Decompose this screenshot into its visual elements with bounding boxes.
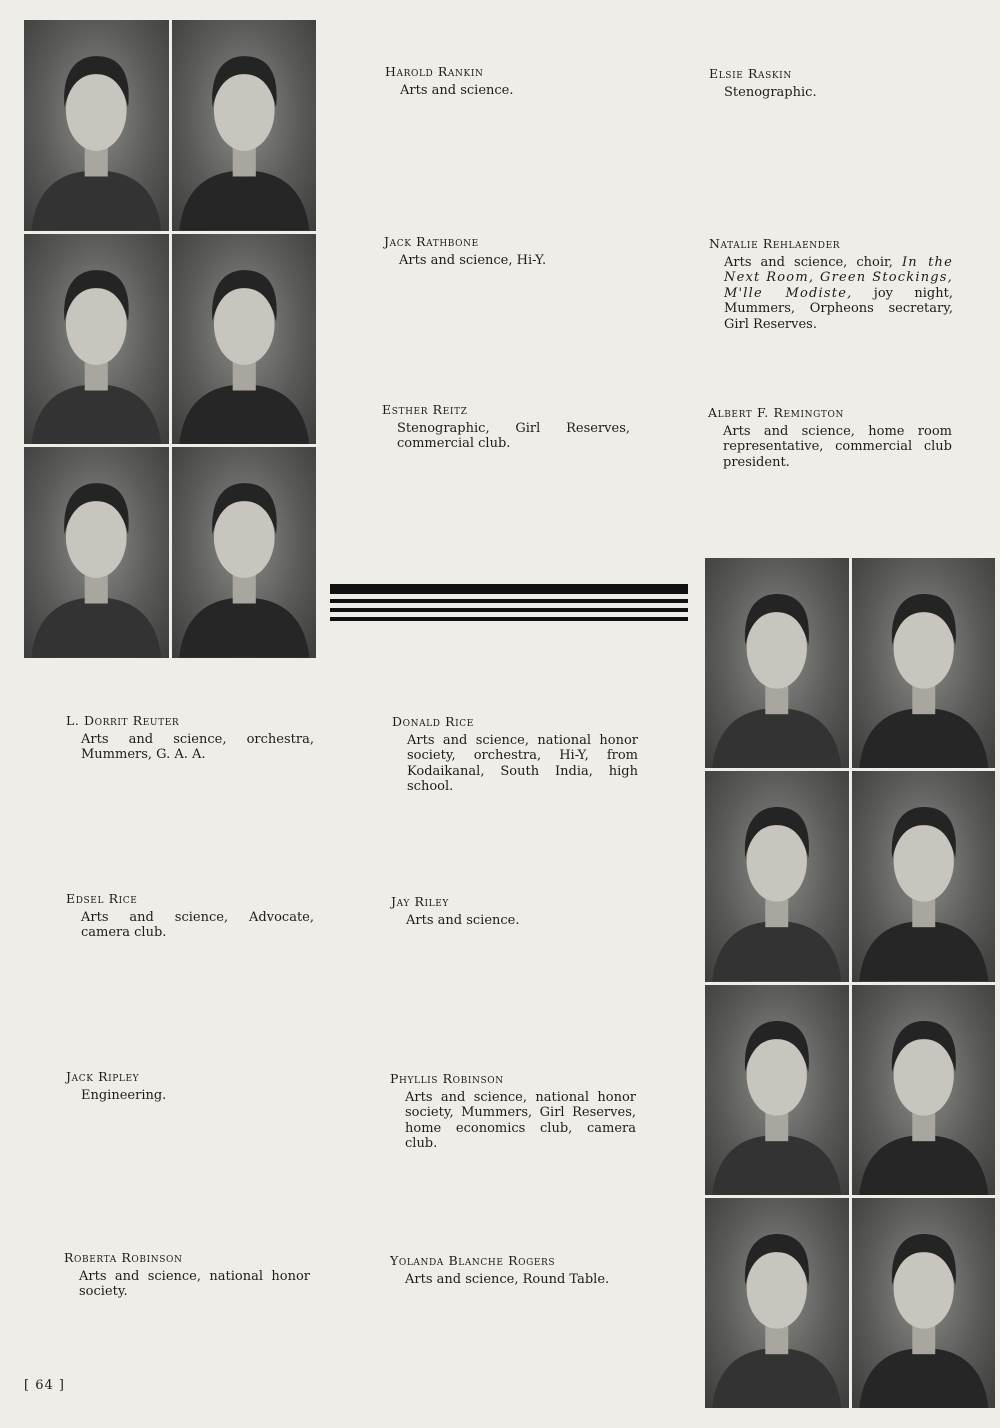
student-activities: Arts and science. (400, 82, 514, 98)
student-name: Phyllis Robinson (390, 1071, 504, 1086)
portrait-silhouette (705, 558, 849, 768)
portrait-silhouette (852, 771, 996, 981)
student-name: Harold Rankin (385, 64, 484, 79)
portrait-photo-donald-rice (852, 558, 996, 768)
student-name: Albert F. Remington (708, 405, 844, 420)
entry-yolanda-rogers (390, 1253, 636, 1287)
photo-grid-top-left (24, 20, 316, 658)
student-name: Esther Reitz (382, 402, 468, 417)
portrait-silhouette (852, 985, 996, 1195)
portrait-photo-edsel-rice (705, 771, 849, 981)
entry-phyllis-robinson (390, 1071, 636, 1152)
entry-natalie-rehlaender (709, 236, 953, 332)
entry-albert-remington (708, 405, 952, 470)
portrait-photo-jack-ripley (705, 985, 849, 1195)
page-number: [ 64 ] (24, 1378, 65, 1393)
entry-dorrit-reuter (66, 713, 314, 763)
portrait-silhouette (172, 447, 317, 658)
entry-esther-reitz (382, 402, 630, 452)
student-activities: Stenographic. (724, 84, 817, 100)
student-name: L. Dorrit Reuter (66, 713, 180, 728)
student-name: Natalie Rehlaender (709, 236, 841, 251)
portrait-silhouette (24, 20, 169, 231)
student-name: Jack Ripley (66, 1069, 140, 1084)
student-activities: Arts and science. (406, 912, 520, 928)
portrait-silhouette (705, 1198, 849, 1408)
student-name: Roberta Robinson (64, 1250, 183, 1265)
portrait-silhouette (705, 985, 849, 1195)
portrait-photo-albert-remington (172, 447, 317, 658)
portrait-photo-esther-reitz (24, 447, 169, 658)
student-activities: Arts and science, Hi-Y. (399, 252, 547, 268)
entry-harold-rankin (385, 64, 635, 98)
portrait-silhouette (852, 558, 996, 768)
student-activities: Arts and science, national honor society, orchestra, Hi-Y, from Kodaikanal, South India, high school. (407, 732, 638, 794)
student-activities: Arts and science, Round Table. (405, 1271, 610, 1287)
entry-jay-riley (391, 894, 637, 928)
entry-elsie-raskin (709, 66, 954, 100)
student-name: Elsie Raskin (709, 66, 792, 81)
student-activities: Arts and science, orchestra, Mummers, G. A. A. (81, 731, 314, 762)
student-activities: Arts and science, choir, In the Next Room, Green Stockings, M'lle Modiste, joy night, Mummers, Orpheons secretary, Girl Reserves. (724, 254, 953, 332)
portrait-silhouette (24, 234, 169, 445)
portrait-silhouette (24, 447, 169, 658)
student-name: Jay Riley (391, 894, 449, 909)
student-activities: Arts and science, home room representative, commercial club president. (723, 423, 952, 470)
student-activities: Stenographic, Girl Reserves, commercial club. (397, 420, 630, 451)
portrait-photo-dorrit-reuter (705, 558, 849, 768)
portrait-photo-phyllis-robinson (852, 985, 996, 1195)
student-activities: Arts and science, national honor society. (79, 1268, 310, 1299)
student-name: Jack Rathbone (384, 234, 479, 249)
portrait-silhouette (705, 771, 849, 981)
student-activities: Arts and science, Advocate, camera club. (81, 909, 314, 940)
portrait-photo-jay-riley (852, 771, 996, 981)
photo-grid-bottom-right (705, 558, 995, 1408)
portrait-silhouette (172, 20, 317, 231)
student-name: Yolanda Blanche Rogers (390, 1253, 556, 1268)
portrait-photo-elsie-raskin (172, 20, 317, 231)
student-activities: Arts and science, national honor society, Mummers, Girl Reserves, home economics club, camera club. (405, 1089, 636, 1151)
entry-roberta-robinson (64, 1250, 310, 1300)
portrait-silhouette (172, 234, 317, 445)
student-activities: Engineering. (81, 1087, 167, 1103)
entry-jack-rathbone (384, 234, 634, 268)
portrait-photo-natalie-rehlaender (172, 234, 317, 445)
portrait-photo-harold-rankin (24, 20, 169, 231)
portrait-photo-jack-rathbone (24, 234, 169, 445)
student-name: Donald Rice (392, 714, 474, 729)
entry-donald-rice (392, 714, 638, 795)
decorative-rules (330, 584, 688, 626)
entry-jack-ripley (66, 1069, 314, 1103)
portrait-silhouette (852, 1198, 996, 1408)
portrait-photo-yolanda-rogers (852, 1198, 996, 1408)
entry-edsel-rice (66, 891, 314, 941)
student-name: Edsel Rice (66, 891, 138, 906)
portrait-photo-roberta-robinson (705, 1198, 849, 1408)
